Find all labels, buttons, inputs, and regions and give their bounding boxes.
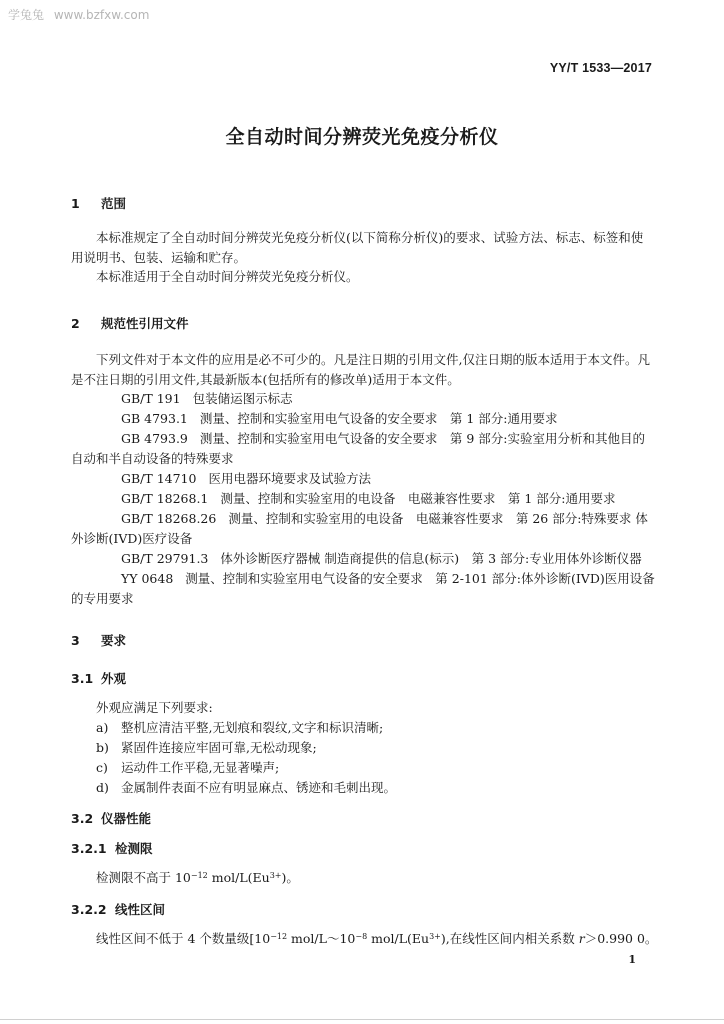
section-title: 范围 — [101, 196, 127, 211]
linear-range-text — [96, 929, 657, 947]
detection-limit-text — [96, 868, 299, 886]
list-item-text: 整机应清洁平整,无划痕和裂纹,文字和标识清晰; — [121, 720, 384, 735]
reference-item — [71, 389, 655, 409]
list-item-label: c) — [96, 760, 108, 775]
reference-code: GB/T 14710 — [121, 471, 197, 486]
list-item-label: b) — [96, 740, 109, 755]
text-segment: mol/L(Eu — [367, 931, 430, 946]
superscript: −12 — [270, 932, 288, 941]
reference-code: GB/T 29791.3 — [121, 551, 209, 566]
section-title: 外观 — [101, 671, 127, 686]
text-segment: mol/L～10 — [287, 931, 356, 946]
appearance-intro: 外观应满足下列要求: — [96, 700, 213, 715]
section-1-heading — [71, 194, 126, 212]
section-number: 3 — [71, 633, 80, 648]
list-item-text: 运动件工作平稳,无显著噪声; — [121, 760, 280, 775]
scope-paragraph-1: 本标准规定了全自动时间分辨荧光免疫分析仪(以下简称分析仪)的要求、试验方法、标志、标签和使用说明书、包装、运输和贮存。 — [71, 230, 644, 265]
reference-title: 体外诊断医疗器械 制造商提供的信息(标示) 第 3 部分:专业用体外诊断仪器 — [220, 551, 642, 566]
watermark-site-name: 学兔兔 — [8, 8, 45, 22]
list-item-text: 紧固件连接应牢固可靠,无松动现象; — [121, 740, 317, 755]
page-number: 1 — [628, 953, 636, 966]
text-segment: 检测限不高于 10 — [96, 870, 191, 885]
section-title: 线性区间 — [115, 902, 166, 917]
section-title: 检测限 — [115, 841, 153, 856]
list-item — [96, 758, 279, 776]
reference-item — [71, 489, 655, 509]
watermark — [8, 6, 155, 23]
superscript: 3+ — [269, 871, 282, 880]
section-3-heading — [71, 631, 126, 649]
superscript: 3+ — [429, 932, 441, 941]
reference-code: GB 4793.1 — [121, 411, 188, 426]
variable-r: r — [578, 931, 585, 946]
section-number: 3.2 — [71, 811, 94, 826]
superscript: −8 — [355, 932, 368, 941]
subsection-3-2-heading — [71, 809, 151, 827]
subsection-3-1-heading — [71, 669, 126, 687]
list-item-label: a) — [96, 720, 109, 735]
list-item — [96, 778, 396, 796]
document-title: 全自动时间分辨荧光免疫分析仪 — [225, 126, 499, 148]
section-number: 3.2.1 — [71, 841, 107, 856]
reference-item — [71, 469, 655, 489]
reference-code: YY 0648 — [121, 571, 174, 586]
list-item-text: 金属制件表面不应有明显麻点、锈迹和毛刺出现。 — [121, 780, 397, 795]
standard-code: YY/T 1533—2017 — [549, 61, 652, 75]
reference-item — [71, 549, 655, 569]
reference-item — [71, 509, 655, 548]
reference-title: 测量、控制和实验室用电气设备的安全要求 第 9 部分:实验室用分析和其他目的自动和半自动设备的特殊要求 — [71, 431, 646, 466]
reference-title: 测量、控制和实验室用电气设备的安全要求 第 2-101 部分:体外诊断(IVD)医用设备的专用要求 — [71, 571, 655, 606]
text-segment: )。 — [281, 870, 299, 885]
section-number: 3.2.2 — [71, 902, 107, 917]
text-segment: ＞0.990 0。 — [584, 931, 658, 946]
section-2-heading — [71, 314, 189, 332]
section-title: 要求 — [101, 633, 127, 648]
section-number: 1 — [71, 196, 80, 211]
subsection-3-2-2-heading — [71, 900, 165, 918]
list-item — [96, 738, 317, 756]
references-intro: 下列文件对于本文件的应用是必不可少的。凡是注日期的引用文件,仅注日期的版本适用于本文件。凡是不注日期的引用文件,其最新版本(包括所有的修改单)适用于本文件。 — [71, 352, 650, 387]
text-segment: ),在线性区间内相关系数 — [440, 931, 579, 946]
reference-title: 包装储运图示标志 — [192, 391, 293, 406]
reference-title: 医用电器环境要求及试验方法 — [208, 471, 371, 486]
reference-title: 测量、控制和实验室用的电设备 电磁兼容性要求 第 1 部分:通用要求 — [220, 491, 616, 506]
reference-title: 测量、控制和实验室用的电设备 电磁兼容性要求 第 26 部分:特殊要求 体外诊断(IVD)医疗设备 — [71, 511, 648, 546]
text-segment: mol/L(Eu — [207, 870, 270, 885]
list-item-label: d) — [96, 780, 109, 795]
reference-code: GB/T 191 — [121, 391, 181, 406]
bottom-edge-rule — [0, 1019, 724, 1020]
scope-paragraph-2: 本标准适用于全自动时间分辨荧光免疫分析仪。 — [96, 269, 359, 284]
section-number: 2 — [71, 316, 80, 331]
reference-code: GB/T 18268.1 — [121, 491, 209, 506]
reference-item — [71, 409, 655, 429]
reference-item — [71, 569, 655, 608]
section-title: 规范性引用文件 — [101, 316, 189, 331]
superscript: −12 — [190, 871, 208, 880]
reference-code: GB 4793.9 — [121, 431, 188, 446]
subsection-3-2-1-heading — [71, 839, 153, 857]
list-item — [96, 718, 383, 736]
reference-code: GB/T 18268.26 — [121, 511, 217, 526]
reference-title: 测量、控制和实验室用电气设备的安全要求 第 1 部分:通用要求 — [199, 411, 558, 426]
section-number: 3.1 — [71, 671, 94, 686]
text-segment: 线性区间不低于 4 个数量级[10 — [96, 931, 271, 946]
reference-item — [71, 429, 655, 468]
watermark-site-url: www.bzfxw.com — [53, 8, 150, 22]
section-title: 仪器性能 — [101, 811, 152, 826]
